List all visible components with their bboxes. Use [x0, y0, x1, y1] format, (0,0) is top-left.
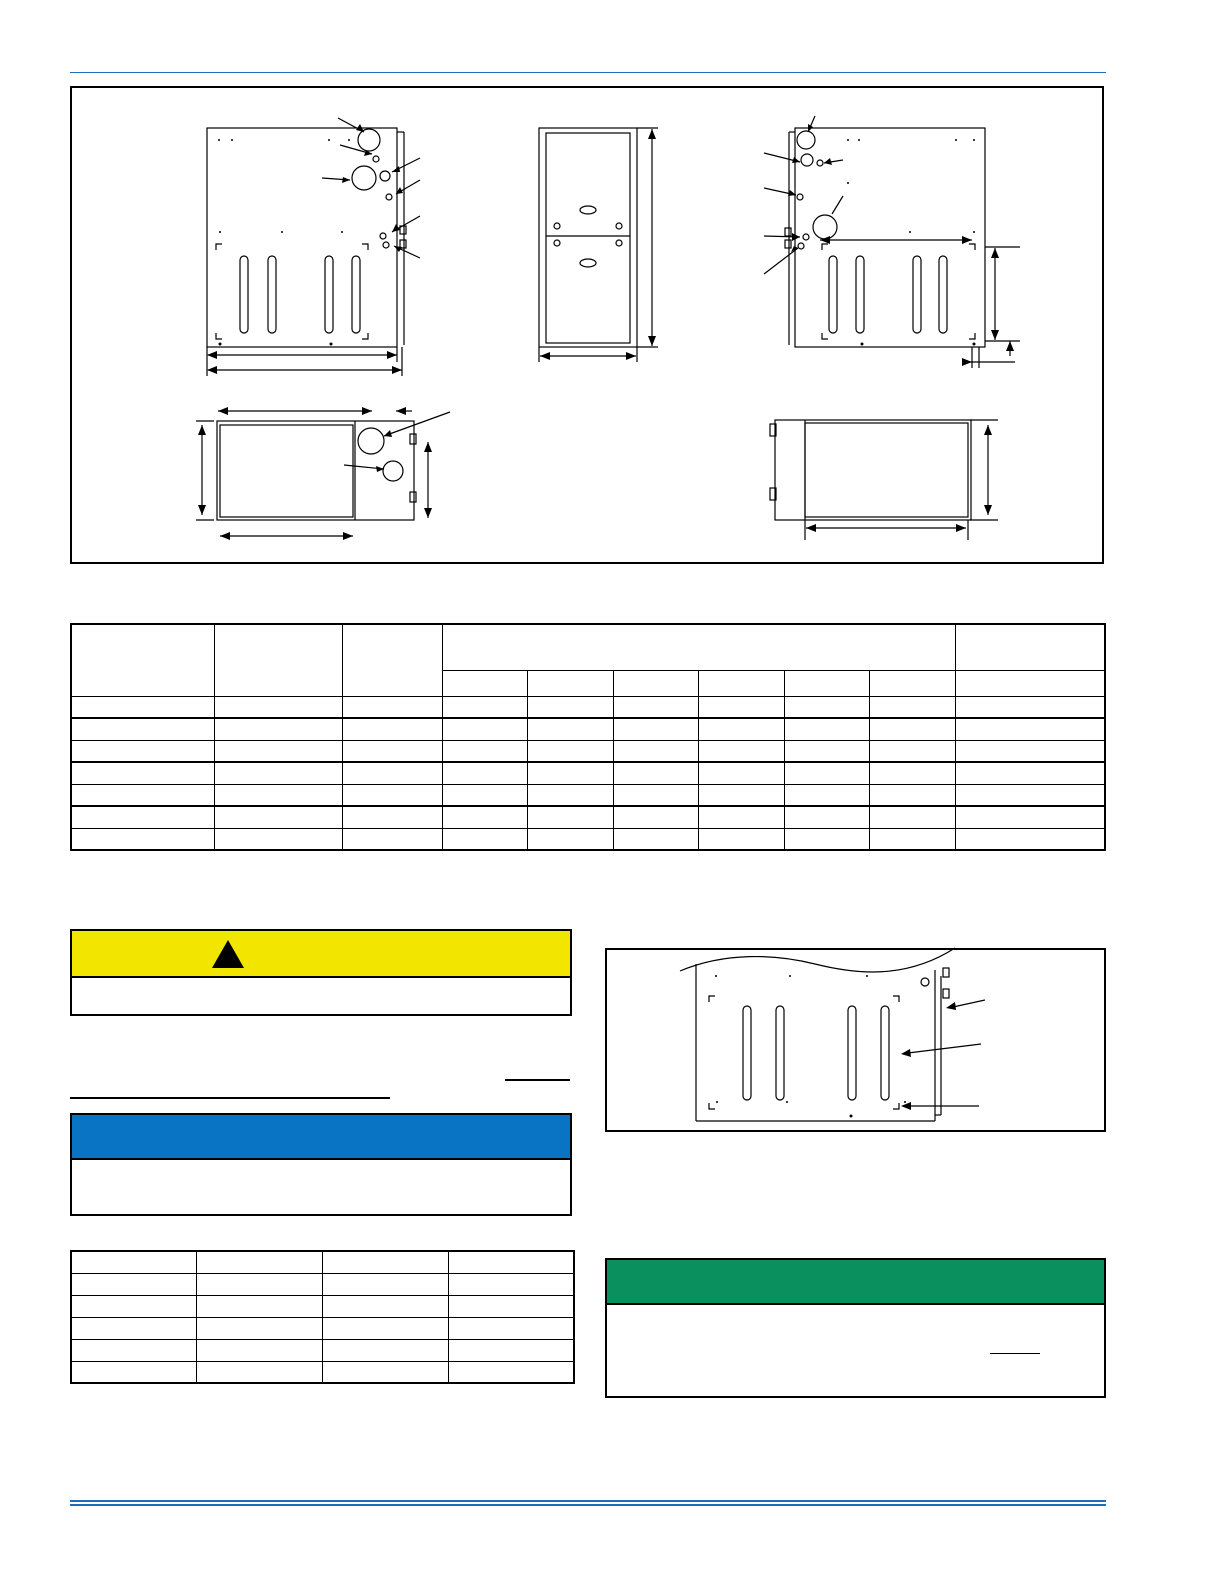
warning-box	[70, 929, 572, 1016]
table-row	[71, 1317, 574, 1339]
table-row	[71, 1251, 574, 1273]
header-cell	[955, 670, 1105, 696]
table-row	[71, 718, 1105, 740]
clearance-table	[70, 1250, 575, 1384]
table-row	[71, 696, 1105, 718]
table-row	[71, 1339, 574, 1361]
underline-rule	[505, 1079, 570, 1081]
table-row	[71, 828, 1105, 850]
front-view	[539, 128, 658, 362]
header-cell	[527, 670, 613, 696]
header-cell	[869, 670, 955, 696]
header-cell	[698, 670, 784, 696]
bottom-view	[770, 420, 998, 540]
underline-rule	[70, 1097, 390, 1099]
header-cell	[71, 624, 214, 696]
warning-header	[72, 931, 570, 978]
footer-rule	[70, 1500, 1106, 1502]
table-row	[71, 1295, 574, 1317]
header-cell	[442, 670, 527, 696]
footer-rule	[70, 1504, 1106, 1506]
table-row	[71, 1361, 574, 1383]
furnace-side-panel-drawing	[605, 940, 1106, 1132]
header-cell	[784, 670, 869, 696]
table-row	[71, 806, 1105, 828]
caution-header	[607, 1260, 1104, 1305]
header-cell	[613, 670, 698, 696]
table-row	[71, 740, 1105, 762]
header-cell	[342, 624, 442, 696]
table-row	[71, 1273, 574, 1295]
table-header-row	[71, 624, 1105, 670]
header-cell	[214, 624, 342, 696]
dimensions-table	[70, 623, 1106, 851]
underline-rule	[990, 1353, 1040, 1354]
left-side-view	[207, 118, 420, 376]
notice-header	[72, 1115, 570, 1160]
table-row	[71, 784, 1105, 806]
top-view	[196, 411, 450, 536]
right-side-view	[764, 116, 1020, 368]
furnace-dimension-drawing	[0, 0, 1224, 580]
notice-box	[70, 1113, 572, 1216]
warning-triangle-icon	[211, 939, 245, 969]
caution-box	[605, 1258, 1106, 1398]
table-row	[71, 762, 1105, 784]
header-cell	[955, 624, 1105, 670]
header-cell-group	[442, 624, 955, 670]
